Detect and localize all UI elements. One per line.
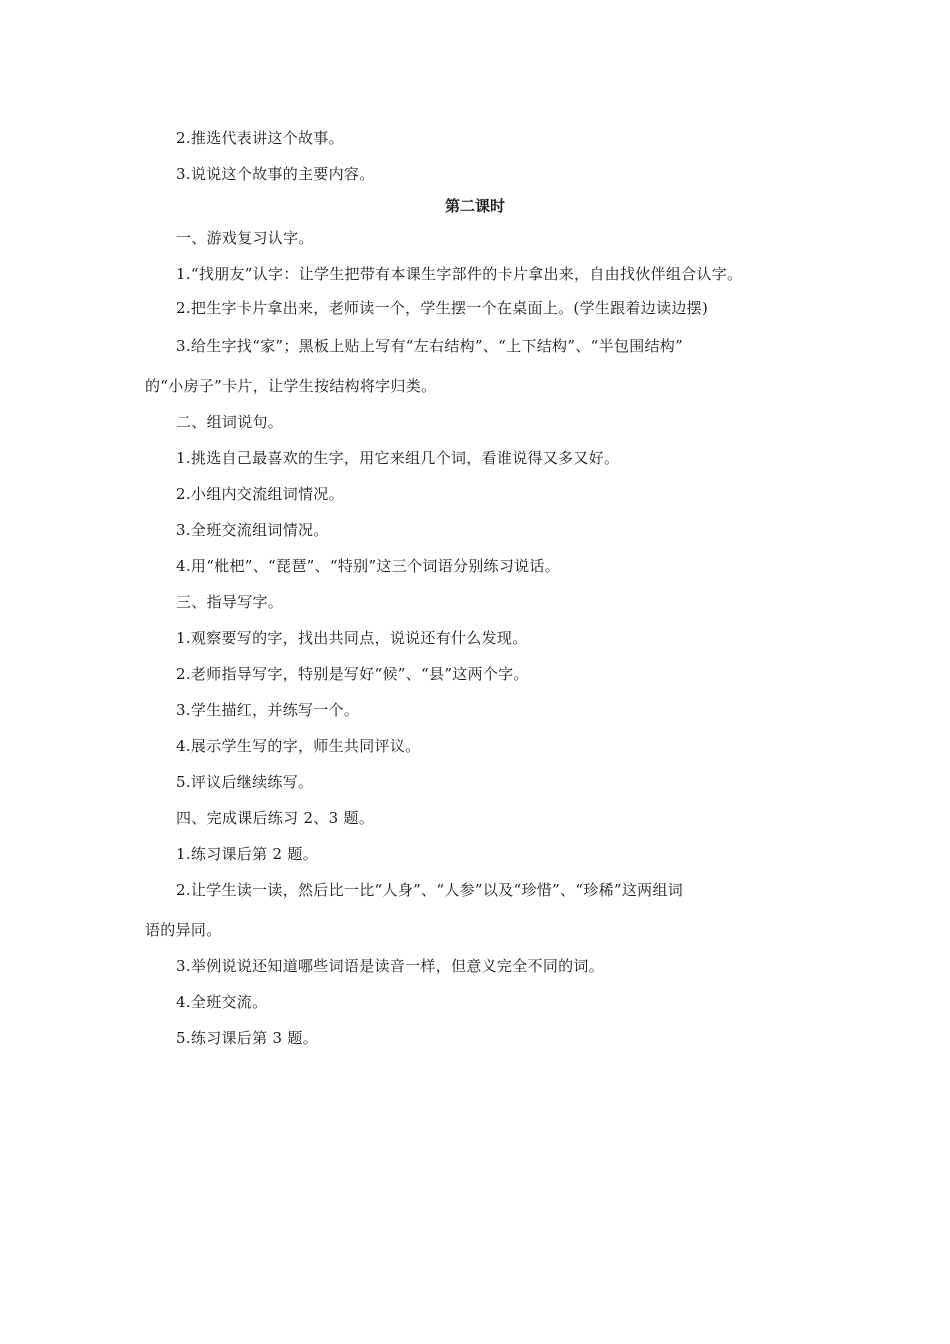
- part4-item-3: 3.举例说说还知道哪些词语是读音一样，但意义完全不同的词。: [176, 957, 605, 975]
- part2-item-1: 1.挑选自己最喜欢的生字，用它来组几个词，看谁说得又多又好。: [176, 449, 620, 467]
- part3-item-1: 1.观察要写的字，找出共同点，说说还有什么发现。: [176, 629, 528, 647]
- part3-item-5: 5.评议后继续练写。: [176, 773, 314, 791]
- part1-item-3: 3.给生字找“家”；黑板上贴上写有“左右结构”、“上下结构”、“半包围结构”: [176, 337, 684, 355]
- part2-item-3: 3.全班交流组词情况。: [176, 521, 329, 539]
- part4-item-4: 4.全班交流。: [176, 993, 268, 1011]
- part3-item-2: 2.老师指导写字，特别是写好“候”、“县”这两个字。: [176, 665, 529, 683]
- part3-heading: 三、指导写字。: [176, 593, 284, 611]
- part4-item-1: 1.练习课后第 2 题。: [176, 845, 318, 863]
- intro-item-3: 3.说说这个故事的主要内容。: [176, 165, 375, 183]
- part4-item-5: 5.练习课后第 3 题。: [176, 1029, 318, 1047]
- part3-item-4: 4.展示学生写的字，师生共同评议。: [176, 737, 421, 755]
- part4-item-2: 2.让学生读一读，然后比一比“人身”、“人参”以及“珍惜”、“珍稀”这两组词: [176, 881, 684, 899]
- part2-item-4: 4.用“枇杷”、“琵琶”、“特别”这三个词语分别练习说话。: [176, 557, 561, 575]
- part1-item-3-continued: 的“小房子”卡片，让学生按结构将字归类。: [145, 377, 437, 395]
- part2-item-2: 2.小组内交流组词情况。: [176, 485, 344, 503]
- part4-item-2-continued: 语的异同。: [145, 921, 222, 939]
- section-title: 第二课时: [444, 197, 505, 215]
- part1-item-1: 1.“找朋友”认字：让学生把带有本课生字部件的卡片拿出来，自由找伙伴组合认字。: [176, 265, 743, 283]
- part1-heading: 一、游戏复习认字。: [176, 229, 314, 247]
- part2-heading: 二、组词说句。: [176, 413, 284, 431]
- intro-item-2: 2.推选代表讲这个故事。: [176, 129, 344, 147]
- part1-item-2: 2.把生字卡片拿出来，老师读一个，学生摆一个在桌面上。(学生跟着边读边摆): [176, 299, 709, 317]
- part3-item-3: 3.学生描红，并练写一个。: [176, 701, 360, 719]
- part4-heading: 四、完成课后练习 2、3 题。: [176, 809, 375, 827]
